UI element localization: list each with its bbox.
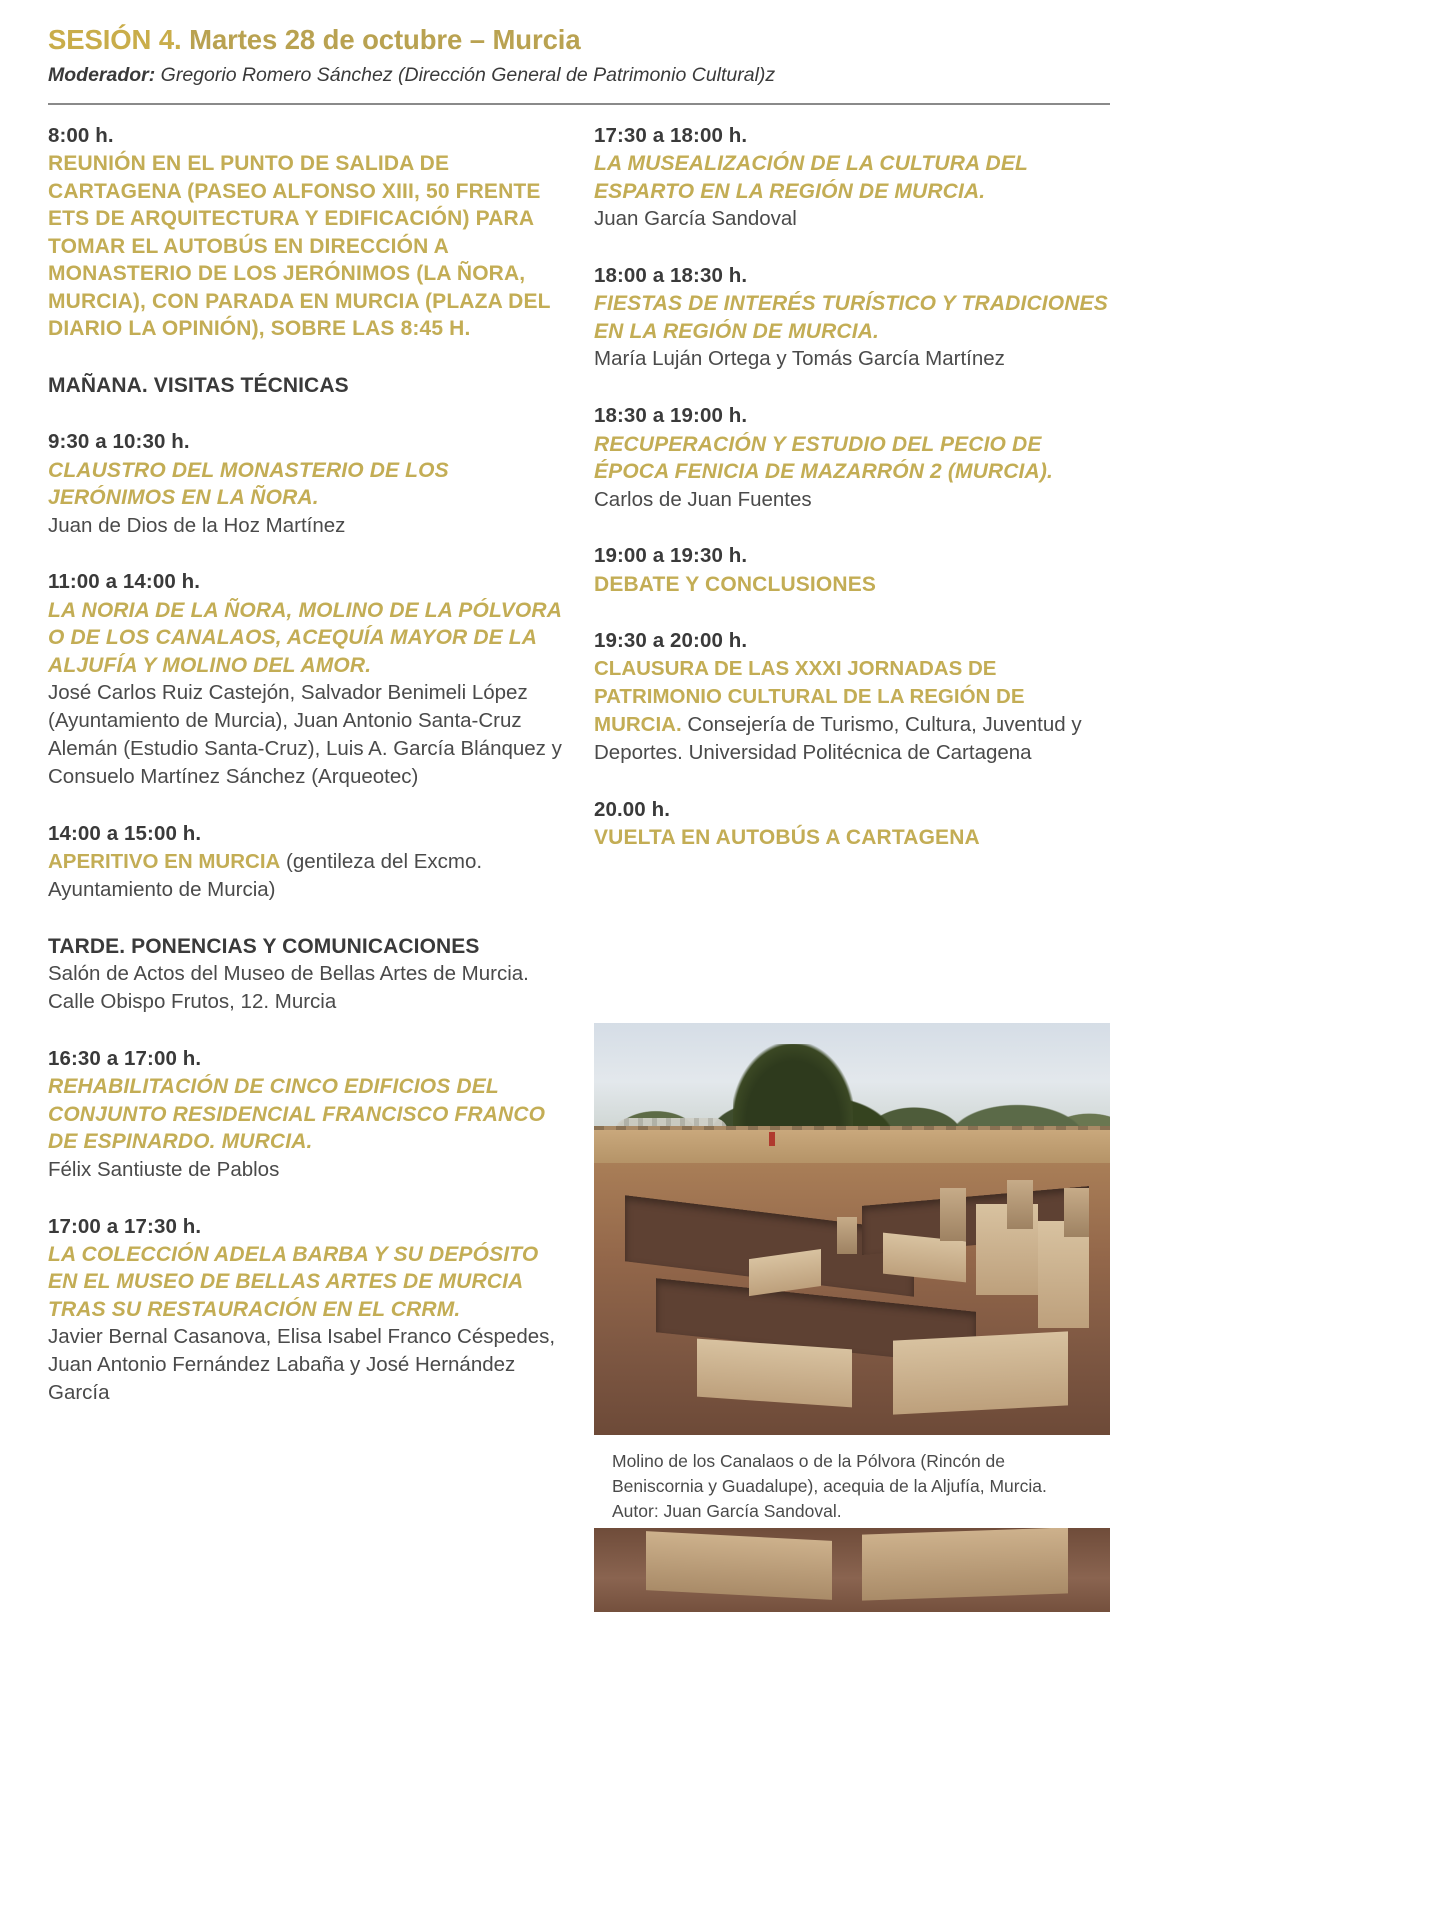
entry-title: REUNIÓN EN EL PUNTO DE SALIDA DE CARTAGENA (PASEO ALFONSO XIII, 50 FRENTE ETS DE ARQUITECTURA Y EDIFICACIÓN) PARA TOMAR EL AUTOBÚS EN DIRECCIÓN A MONASTERIO DE LOS JERÓNIMOS (LA ÑORA, MURCIA), CON PARADA EN MURCIA (PLAZA DEL DIARIO LA OPINIÓN), SOBRE LAS 8:45 H. [48,152,551,341]
photo-caption-area [594,1435,1110,1524]
entry-title: DEBATE Y CONCLUSIONES [594,572,877,596]
schedule-entry [48,122,568,343]
schedule-entry [594,122,1114,233]
session-number: SESIÓN 4. [48,24,182,55]
photo-pillar [1007,1180,1033,1229]
page-header [48,22,1110,89]
entry-title: CLAUSTRO DEL MONASTERIO DE LOS JERÓNIMOS EN LA ÑORA. [48,458,449,509]
entry-time: 18:00 a 18:30 h. [594,264,748,288]
entry-title [48,848,568,904]
section-heading: TARDE. PONENCIAS Y COMUNICACIONES [48,934,480,958]
entry-time: 8:00 h. [48,124,114,147]
schedule-entry [48,568,568,790]
section-heading-block [48,372,568,400]
section-heading: MAÑANA. VISITAS TÉCNICAS [48,373,349,397]
schedule-entry [48,428,568,539]
photo-stone-slab [646,1531,832,1600]
photo-caption: Molino de los Canalaos o de la Pólvora (Rincón de Beniscornia y Guadalupe), acequia de la Aljufía, Murcia. Autor: Juan García Sandoval. [612,1451,1047,1521]
entry-title: FIESTAS DE INTERÉS TURÍSTICO Y TRADICIONES EN LA REGIÓN DE MURCIA. [594,292,1108,343]
entry-title-highlight: CLAUSURA DE LAS XXXI JORNADAS DE PATRIMONIO CULTURAL DE LA REGIÓN DE MURCIA. [594,657,1025,737]
moderator-line [48,63,1110,88]
entry-time: 17:30 a 18:00 h. [594,124,748,147]
entry-title: LA NORIA DE LA ÑORA, MOLINO DE LA PÓLVORA O DE LOS CANALAOS, ACEQUÍA MAYOR DE LA ALJUFÍA Y MOLINO DEL AMOR. [48,598,562,677]
entry-time: 20.00 h. [594,797,671,821]
section-heading-block [48,933,568,1016]
entry-title: VUELTA EN AUTOBÚS A CARTAGENA [594,826,980,850]
entry-title: REHABILITACIÓN DE CINCO EDIFICIOS DEL CONJUNTO RESIDENCIAL FRANCISCO FRANCO DE ESPINARDO. MURCIA. [48,1075,546,1154]
photo-pillar [940,1188,966,1242]
photo-stone-slab [862,1528,1068,1600]
entry-time: 14:00 a 15:00 h. [48,821,202,845]
photo-image [594,1023,1110,1435]
entry-time: 18:30 a 19:00 h. [594,404,748,428]
schedule-entry [594,796,1114,852]
entry-time: 19:00 a 19:30 h. [594,544,748,568]
entry-time: 16:30 a 17:00 h. [48,1046,202,1070]
header-divider [48,103,1110,105]
photo-person [769,1132,775,1146]
entry-title-rest: (gentileza del Excmo. Ayuntamiento de Murcia) [48,849,483,901]
session-date-location: Martes 28 de octubre – Murcia [181,24,581,55]
entry-time: 9:30 a 10:30 h. [48,430,190,454]
section-venue: Salón de Actos del Museo de Bellas Artes de Murcia. Calle Obispo Frutos, 12. Murcia [48,962,529,1013]
schedule-entry [48,820,568,904]
photo-stone-slab [893,1332,1068,1415]
photo-pillar [837,1217,858,1254]
schedule-entry [594,627,1114,767]
page-title [48,22,1110,57]
photo-image-continuation [594,1528,1110,1612]
entry-authors: Carlos de Juan Fuentes [594,487,812,511]
entry-time: 11:00 a 14:00 h. [48,570,201,594]
entry-authors: Félix Santiuste de Pablos [48,1157,280,1181]
schedule-entry [594,402,1114,513]
entry-title [594,655,1114,767]
entry-authors: María Luján Ortega y Tomás García Martínez [594,347,1005,371]
left-column [48,122,568,1407]
schedule-entry [48,1213,568,1407]
entry-authors: Javier Bernal Casanova, Elisa Isabel Franco Céspedes, Juan Antonio Fernández Labaña y José Hernández García [48,1325,556,1404]
entry-title-rest: Consejería de Turismo, Cultura, Juventud y Deportes. Universidad Politécnica de Cartagena [594,713,1082,764]
entry-time: 17:00 a 17:30 h. [48,1214,202,1238]
photo-pillar [1064,1188,1090,1237]
entry-title: LA COLECCIÓN ADELA BARBA Y SU DEPÓSITO EN EL MUSEO DE BELLAS ARTES DE MURCIA TRAS SU RESTAURACIÓN EN EL CRRM. [48,1242,539,1321]
moderator-label: Moderador: [48,64,156,87]
entry-title: RECUPERACIÓN Y ESTUDIO DEL PECIO DE ÉPOCA FENICIA DE MAZARRÓN 2 (MURCIA). [594,432,1053,483]
entry-authors: José Carlos Ruiz Castejón, Salvador Benimeli López (Ayuntamiento de Murcia), Juan Antonio Santa-Cruz Alemán (Estudio Santa-Cruz), Luis A. García Blánquez y Consuelo Martínez Sánchez (Arqueotec) [48,681,562,788]
photo-block [594,1023,1110,1612]
moderator-name: Gregorio Romero Sánchez (Dirección General de Patrimonio Cultural)z [155,64,776,87]
photo-stone-slab [697,1339,852,1407]
schedule-entry [594,542,1114,598]
entry-authors: Juan de Dios de la Hoz Martínez [48,513,346,537]
entry-authors: Juan García Sandoval [594,207,797,231]
schedule-entry [48,1045,568,1184]
entry-title: LA MUSEALIZACIÓN DE LA CULTURA DEL ESPARTO EN LA REGIÓN DE MURCIA. [594,152,1028,203]
entry-title-highlight: APERITIVO EN MURCIA [48,849,281,873]
entry-time: 19:30 a 20:00 h. [594,629,748,653]
schedule-entry [594,262,1114,373]
right-column [594,122,1114,852]
